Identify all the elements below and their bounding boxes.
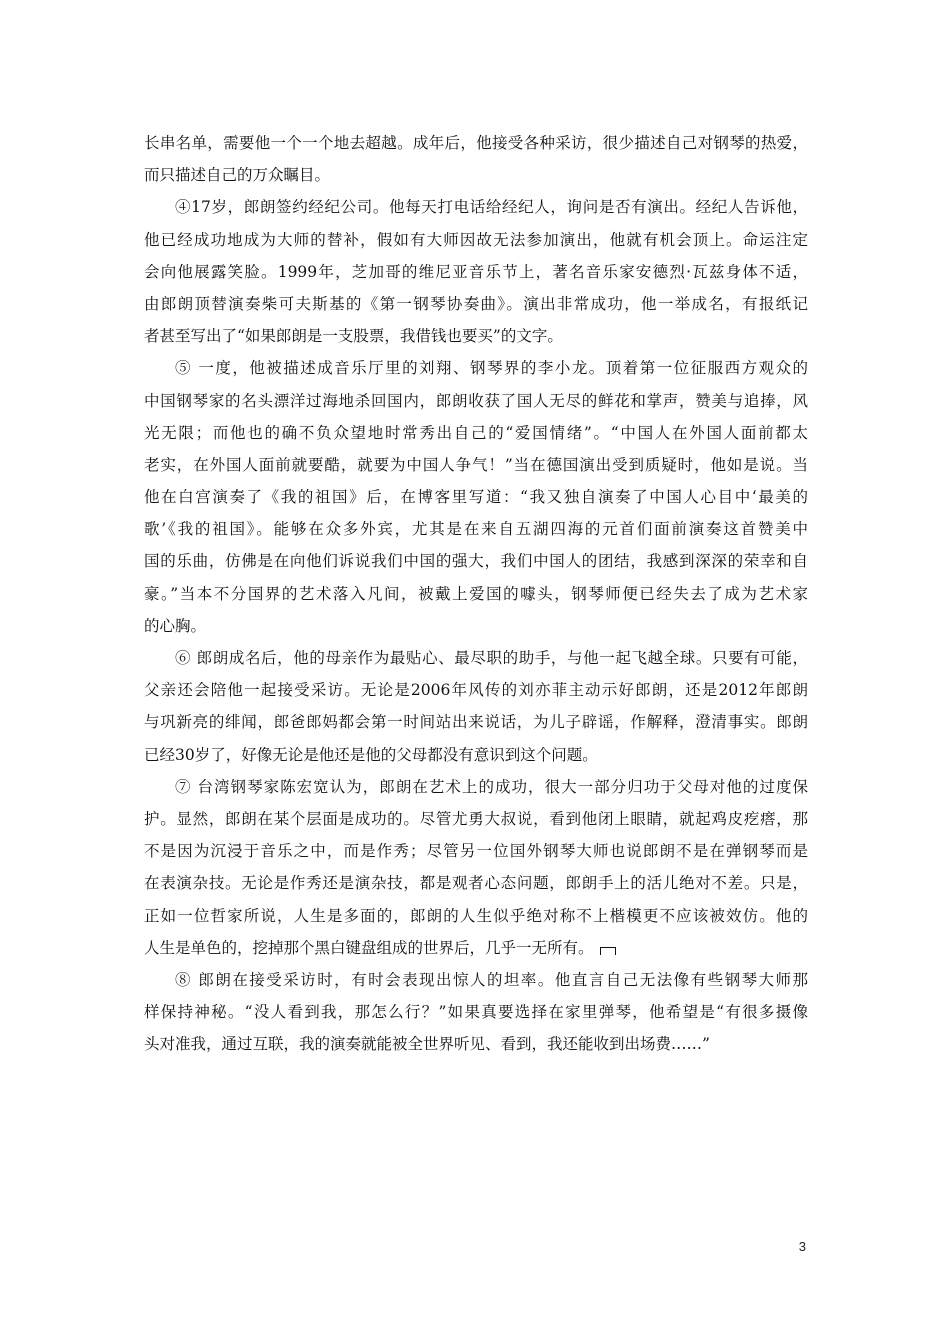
paragraph-7-start: ⑦ 台湾钢琴家陈宏宽认为，郎朗在艺术上的成功，很大一部分归功于父母对他的过度保 (175, 777, 808, 796)
text-line: 光无限；而他也的确不负众望地时常秀出自己的“爱国情绪”。“中国人在外国人面前都太 (144, 423, 808, 442)
text-line: 者甚至写出了“如果郎朗是一支股票，我借钱也要买”的文字。 (144, 327, 563, 346)
document-body (144, 127, 808, 1060)
text-line: 老实，在外国人面前就要酷，就要为中国人争气！”当在德国演出受到质疑时，他如是说。当 (144, 455, 808, 474)
paragraph-6-start: ⑥ 郎朗成名后，他的母亲作为最贴心、最尽职的助手，与他一起飞越全球。只要有可能， (175, 649, 808, 667)
text-line: 头对准我，通过互联，我的演奏就能被全世界听见、看到，我还能收到出场费……” (144, 1035, 710, 1054)
paragraph-5-start: ⑤ 一度，他被描述成音乐厅里的刘翔、钢琴界的李小龙。顶着第一位征服西方观众的 (175, 359, 808, 378)
text-line: 的心胸。 (144, 616, 207, 635)
text-line: 而只描述自己的万众瞩目。 (144, 166, 331, 185)
text-line-with-mark (144, 932, 808, 964)
paragraph-8-start: ⑧ 郎朗在接受采访时，有时会表现出惊人的坦率。他直言自己无法像有些钢琴大师那 (175, 970, 808, 989)
text-line: 长串名单，需要他一个一个地去超越。成年后，他接受各种采访，很少描述自己对钢琴的热爱， (144, 134, 808, 152)
text-line: 已经30岁了，好像无论是他还是他的父母都没有意识到这个问题。 (144, 745, 598, 764)
text-line: 不是因为沉浸于音乐之中，而是作秀；尽管另一位国外钢琴大师也说郎朗不是在弹钢琴而是 (144, 842, 808, 861)
paragraph-4-start: ④17岁，郎朗签约经纪公司。他每天打电话给经纪人，询问是否有演出。经纪人告诉他， (175, 198, 808, 217)
text-line: 与巩新亮的绯闻，郎爸郎妈都会第一时间站出来说话，为儿子辟谣，作解释，澄清事实。郎朗 (144, 713, 808, 732)
text-line: 人生是单色的，挖掉那个黑白键盘组成的世界后，几乎一无所有。 (144, 938, 594, 957)
text-line: 在表演杂技。无论是作秀还是演杂技，都是观者心态问题，郎朗手上的活儿绝对不差。只是， (144, 874, 808, 893)
text-line: 歌’《我的祖国》。能够在众多外宾，尤其是在来自五湖四海的元首们面前演奏这首赞美中 (144, 520, 808, 539)
text-line: 他在白宫演奏了《我的祖国》后，在博客里写道：“我又独自演奏了中国人心目中‘最美的 (144, 488, 808, 507)
text-line: 护。显然，郎朗在某个层面是成功的。尽管尤勇大叔说，看到他闭上眼睛，就起鸡皮疙瘩，那 (144, 809, 808, 828)
text-line: 他已经成功地成为大师的替补，假如有大师因故无法参加演出，他就有机会顶上。命运注定 (144, 230, 808, 249)
answer-mark-icon (600, 947, 616, 955)
text-line: 豪。”当本不分国界的艺术落入凡间，被戴上爱国的噱头，钢琴师便已经失去了成为艺术家 (144, 584, 808, 603)
text-line: 正如一位哲家所说，人生是多面的，郎朗的人生似乎绝对称不上楷模更不应该被效仿。他的 (144, 906, 808, 925)
text-line: 由郎朗顶替演奏柴可夫斯基的《第一钢琴协奏曲》。演出非常成功，他一举成名，有报纸记 (144, 294, 808, 313)
text-line: 中国钢琴家的名头漂洋过海地杀回国内，郎朗收获了国人无尽的鲜花和掌声，赞美与追捧，风 (144, 391, 808, 410)
page-number: 3 (798, 1239, 806, 1254)
text-line: 父亲还会陪他一起接受采访。无论是2006年风传的刘亦菲主动示好郎朗，还是2012年郎朗 (144, 681, 808, 700)
text-line: 样保持神秘。“没人看到我，那怎么行？”如果真要选择在家里弹琴，他希望是“有很多摄像 (144, 1003, 808, 1022)
text-line: 会向他展露笑脸。1999年，芝加哥的维尼亚音乐节上，著名音乐家安德烈·瓦兹身体不适， (144, 262, 808, 281)
text-line: 国的乐曲，仿佛是在向他们诉说我们中国的强大，我们中国人的团结，我感到深深的荣幸和自 (144, 552, 808, 571)
